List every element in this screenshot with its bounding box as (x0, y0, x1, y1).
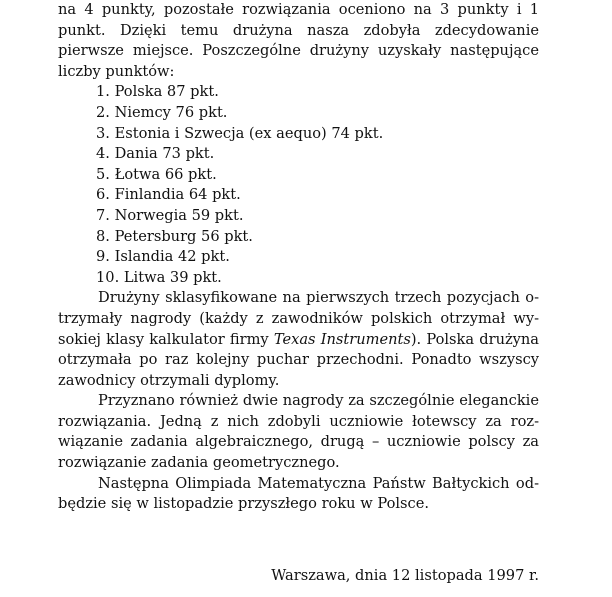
ranking-entry: Polska 87 pkt. (114, 83, 219, 101)
document-page (58, 0, 539, 515)
ranking-entry: Estonia i Szwecja (ex aequo) 74 pkt. (114, 124, 384, 142)
ranking-item (96, 103, 539, 124)
ranking-item (96, 124, 539, 145)
calculator-brand: Texas Instruments (273, 330, 411, 348)
ranking-entry: Dania 73 pkt. (114, 145, 215, 163)
ranking-item (96, 247, 539, 268)
ranking-entry: Islandia 42 pkt. (114, 248, 230, 266)
ranking-number: 5. (96, 165, 110, 183)
ranking-entry: Finlandia 64 pkt. (114, 186, 241, 204)
ranking-number: 9. (96, 248, 110, 266)
ranking-item (96, 268, 539, 289)
ranking-number: 8. (96, 227, 110, 245)
ranking-entry: Niemcy 76 pkt. (114, 103, 228, 121)
prizes-text-end: ). Polska drużyna otrzymała po raz kolejny puchar przechodni. Ponadto wszyscy zawodnicy otrzymali dyplomy. (58, 330, 540, 389)
prizes-text-start: Drużyny sklasyfikowane na pierwszych trzech pozycjach otrzymały nagrody (każdy z zawodników polskich otrzymał wysokiej klasy kalkulator firmy (58, 289, 539, 348)
ranking-item (96, 206, 539, 227)
intro-paragraph: na 4 punkty, pozostałe rozwiązania oceniono na 3 punkty i 1 punkt. Dzięki temu drużyna nasza zdobyła zdecydowanie pierwsze miejsce. Poszczególne drużyny uzyskały następujące liczby punktów: (58, 1, 539, 80)
ranking-number: 6. (96, 186, 110, 204)
ranking-entry: Łotwa 66 pkt. (114, 165, 217, 183)
next-olympiad-paragraph: Następna Olimpiada Matematyczna Państw Bałtyckich odbędzie się w listopadzie przyszłego roku w Polsce. (58, 474, 539, 513)
ranking-entry: Norwegia 59 pkt. (114, 206, 244, 224)
ranking-entry: Petersburg 56 pkt. (114, 227, 253, 245)
ranking-number: 3. (96, 124, 110, 142)
ranking-entry: Litwa 39 pkt. (123, 268, 222, 286)
ranking-item (96, 165, 539, 186)
ranking-item (96, 185, 539, 206)
ranking-item (96, 82, 539, 103)
ranking-number: 1. (96, 83, 110, 101)
ranking-number: 10. (96, 268, 120, 286)
ranking-list (58, 82, 539, 288)
prizes-paragraph (58, 288, 539, 391)
ranking-item (96, 144, 539, 165)
ranking-number: 7. (96, 206, 110, 224)
elegance-prizes-paragraph: Przyznano również dwie nagrody za szczególnie eleganckie rozwiązania. Jedną z nich zdobyli uczniowie łotewscy za rozwiązanie zadania algebraicznego, drugą – uczniowie polscy za rozwiązanie zadania geometrycznego. (58, 392, 539, 472)
place-date-signature: Warszawa, dnia 12 listopada 1997 r. (271, 567, 539, 584)
ranking-number: 2. (96, 103, 110, 121)
ranking-number: 4. (96, 145, 110, 163)
ranking-item (96, 227, 539, 248)
